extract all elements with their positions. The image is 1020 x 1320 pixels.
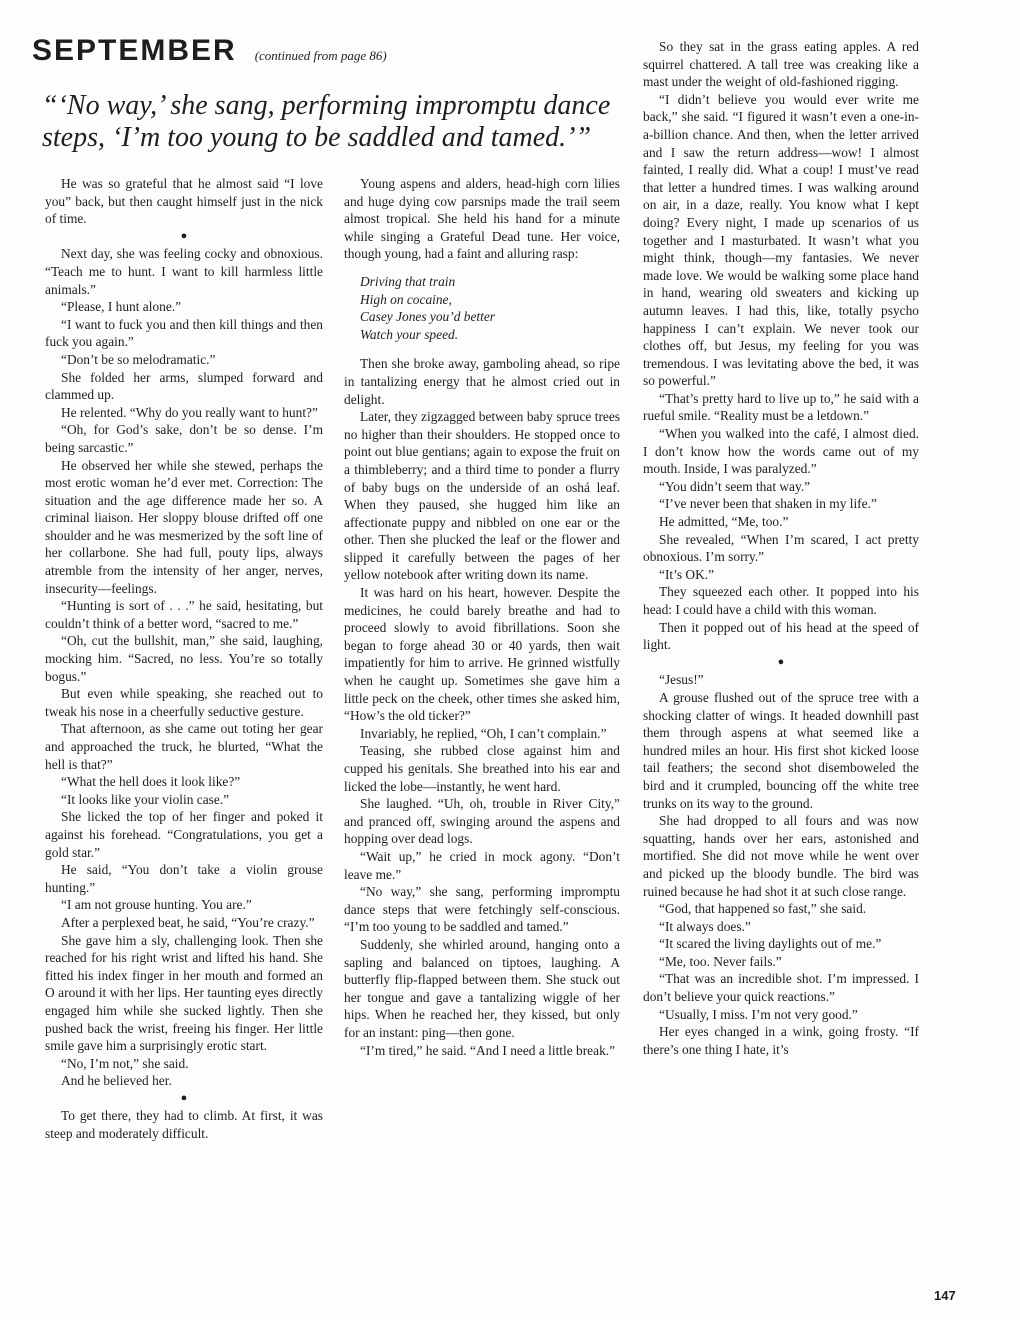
paragraph: He was so grateful that he almost said “I love you” back, but then caught himself just in the nick of time. bbox=[45, 176, 323, 227]
article-header bbox=[32, 34, 622, 68]
paragraph: “Oh, cut the bullshit, man,” she said, laughing, mocking him. “Sacred, no less. You’re so totally bogus.” bbox=[45, 633, 323, 684]
paragraph: “Hunting is sort of . . .” he said, hesitating, but couldn’t think of a better word, “sacred to me.” bbox=[45, 598, 323, 631]
paragraph: He admitted, “Me, too.” bbox=[659, 514, 789, 530]
paragraph: “You didn’t seem that way.” bbox=[659, 478, 811, 494]
paragraph: Then she broke away, gamboling ahead, so ripe in tantalizing energy that he almost cried out in delight. bbox=[344, 356, 620, 407]
paragraph: She folded her arms, slumped forward and clammed up. bbox=[45, 369, 323, 403]
paragraph: “Oh, for God’s sake, don’t be so dense. I’m being sarcastic.” bbox=[45, 422, 323, 455]
column-2-top bbox=[344, 175, 620, 263]
paragraph: So they sat in the grass eating apples. A red squirrel chattered. A tall tree was creaking like a mast under the weight of old-fashioned rigging. bbox=[643, 39, 919, 90]
paragraph: “God, that happened so fast,” she said. bbox=[659, 901, 867, 917]
lyric-line: High on cocaine, bbox=[360, 291, 452, 307]
section-break-bullet: ● bbox=[180, 1091, 188, 1104]
paragraph: Invariably, he replied, “Oh, I can’t complain.” bbox=[360, 725, 607, 741]
paragraph: Then it popped out of his head at the speed of light. bbox=[643, 619, 919, 653]
paragraph: Her eyes changed in a wink, going frosty. “If there’s one thing I hate, it’s bbox=[643, 1024, 919, 1057]
paragraph: “Me, too. Never fails.” bbox=[659, 953, 782, 969]
paragraph: “Don’t be so melodramatic.” bbox=[61, 351, 216, 367]
paragraph: “Wait up,” he cried in mock agony. “Don’t leave me.” bbox=[344, 848, 620, 882]
column-1 bbox=[45, 175, 323, 1143]
paragraph: “No way,” she sang, performing impromptu dance steps that were fetchingly self-conscious. “I’m too young to be saddled and tamed.” bbox=[344, 884, 620, 935]
continued-note: (continued from page 86) bbox=[254, 48, 387, 63]
paragraph: “Jesus!” bbox=[659, 672, 704, 688]
paragraph: “When you walked into the café, I almost died. I don’t know how the words came out of my mouth. Inside, I was paralyzed.” bbox=[643, 426, 919, 477]
paragraph: “It always does.” bbox=[659, 918, 751, 934]
paragraph: He observed her while she stewed, perhaps the most erotic woman he’d ever met. Correction: The situation and the age difference made her so. A criminal liaison. Her sloppy blouse drifted off one shoulder and he was mesmerized by the soft line of her collarbone. She had full, pouty lips, always atremble from the intensity of her anger, nerves, insecurity—feelings. bbox=[45, 457, 323, 596]
song-lyrics bbox=[360, 273, 620, 343]
paragraph: And he believed her. bbox=[61, 1073, 172, 1089]
paragraph: “That was an incredible shot. I’m impressed. I don’t believe your quick reactions.” bbox=[643, 971, 919, 1005]
paragraph: “I want to fuck you and then kill things and then fuck you again.” bbox=[45, 316, 323, 350]
paragraph: It was hard on his heart, however. Despite the medicines, he could barely breathe and had to proceed slowly to avoid fibrillations. Soon she began to forge ahead 30 or 40 yards, then wait impatiently for him to arrive. He grinned wistfully when he caught up. Sometimes she gave him a little peck on the cheek, other times she asked him, “How’s the old ticker?” bbox=[344, 585, 620, 724]
paragraph: “What the hell does it look like?” bbox=[61, 774, 241, 790]
lyric-line: Watch your speed. bbox=[360, 326, 459, 342]
paragraph: A grouse flushed out of the spruce tree with a shocking clatter of wings. It headed downhill past them through aspens at what seemed like a hundred miles an hour. His first shot kicked loose tail feathers; the second shot disemboweled the bird and it crumpled, bouncing off the white tree trunks on its way to the ground. bbox=[643, 689, 919, 811]
paragraph: She laughed. “Uh, oh, trouble in River City,” and pranced off, swinging around the aspens and hopping over dead logs. bbox=[344, 796, 620, 847]
paragraph: That afternoon, as she came out toting her gear and approached the truck, he blurted, “What the hell is that?” bbox=[45, 721, 323, 772]
paragraph: But even while speaking, she reached out to tweak his nose in a cheerfully seductive gesture. bbox=[45, 686, 323, 719]
section-break-bullet: ● bbox=[180, 229, 188, 242]
paragraph: He relented. “Why do you really want to hunt?” bbox=[61, 404, 318, 420]
paragraph: “I’ve never been that shaken in my life.” bbox=[659, 496, 877, 512]
paragraph: He said, “You don’t take a violin grouse hunting.” bbox=[45, 862, 323, 895]
page-number: 147 bbox=[934, 1288, 956, 1303]
column-2-bottom bbox=[344, 355, 620, 1059]
lyric-line: Driving that train bbox=[360, 273, 456, 289]
paragraph: “It looks like your violin case.” bbox=[61, 791, 230, 807]
paragraph: She gave him a sly, challenging look. Then she reached for his right wrist and lifted his hand. She fitted his index finger in her mouth and formed an O around it with her lips. Her taunting eyes directly engaged him while she sucked lightly. Then she pushed back the wrist, freeing his finger. Her little smile gave him a surprisingly erotic start. bbox=[45, 932, 323, 1054]
column-3 bbox=[643, 38, 919, 1058]
paragraph: Next day, she was feeling cocky and obnoxious. “Teach me to hunt. I want to kill harmless little animals.” bbox=[45, 246, 323, 297]
paragraph: Later, they zigzagged between baby spruce trees no higher than their shoulders. He stopped once to point out blue gentians; again to expose the fruit on a thimbleberry; and a third time to ponder a flurry of baby bugs on the underside of an oshá leaf. When they paused, she hugged him like an affectionate puppy and nibbled on one ear or the other. Then she plucked the leaf or the flower and slipped it carefully between the pages of her yellow notebook after writing down its name. bbox=[344, 409, 620, 583]
column-2 bbox=[344, 175, 620, 1059]
paragraph: “It’s OK.” bbox=[659, 566, 715, 582]
paragraph: To get there, they had to climb. At first, it was steep and moderately difficult. bbox=[45, 1108, 323, 1142]
section-kicker: SEPTEMBER bbox=[32, 34, 237, 67]
paragraph: Suddenly, she whirled around, hanging onto a sapling and balanced on tiptoes, laughing. A butterfly flip-flapped between them. She stuck out her tongue and gave a tantalizing wiggle of her hips. When he reached her, they kissed, but only for an instant: ping—then gone. bbox=[344, 936, 620, 1040]
paragraph: “I didn’t believe you would ever write me back,” she said. “I figured it wasn’t even a one-in-a-billion chance. And then, when the letter arrived and I saw the return address—wow! I almost fainted, I really did. What a coup! I must’ve read that letter a hundred times. I was walking around on air, in a daze, really. You know what I kept doing? Every night, I made up scenarios of us together and I masturbated. It wasn’t what you might think, though—my fantasies. We never made love. We would be walking some place hand in hand, wearing old sweaters and kicking up autumn leaves. I had this, like, totally psycho happiness I can’t explain. We never took our clothes off, but Jesus, my feeling for you was tremendous. I was levitating above the bed, it was so powerful.” bbox=[643, 91, 919, 389]
paragraph: After a perplexed beat, he said, “You’re crazy.” bbox=[61, 914, 315, 930]
paragraph: “Usually, I miss. I’m not very good.” bbox=[659, 1006, 858, 1022]
paragraph: She had dropped to all fours and was now squatting, hands over her ears, astonished and mortified. She did not move while he went over and picked up the bloody bundle. The bird was ruined because he had shot it at such close range. bbox=[643, 813, 919, 899]
paragraph: Young aspens and alders, head-high corn lilies and huge dying cow parsnips made the trail seem almost tropical. She held his hand for a minute while singing a Grateful Dead tune. Her voice, though young, had a faint and alluring rasp: bbox=[344, 176, 620, 262]
paragraph: “Please, I hunt alone.” bbox=[61, 299, 182, 315]
pull-quote: “‘No way,’ she sang, performing impromptu dance steps, ‘I’m too young to be saddled and tamed.’” bbox=[42, 90, 611, 153]
paragraph: They squeezed each other. It popped into his head: I could have a child with this woman. bbox=[643, 584, 919, 617]
paragraph: She licked the top of her finger and poked it against his forehead. “Congratulations, you get a gold star.” bbox=[45, 809, 323, 860]
lyric-line: Casey Jones you’d better bbox=[360, 309, 495, 325]
paragraph: She revealed, “When I’m scared, I act pretty obnoxious. I’m sorry.” bbox=[643, 531, 919, 565]
paragraph: “That’s pretty hard to live up to,” he said with a rueful smile. “Reality must be a letdown.” bbox=[643, 390, 919, 424]
paragraph: “No, I’m not,” she said. bbox=[61, 1055, 189, 1071]
section-break-bullet: ● bbox=[777, 655, 785, 668]
paragraph: Teasing, she rubbed close against him and cupped his genitals. She breathed into his ear and licked the lobe—instantly, he went hard. bbox=[344, 743, 620, 794]
paragraph: “I’m tired,” he said. “And I need a little break.” bbox=[360, 1042, 616, 1058]
paragraph: “It scared the living daylights out of me.” bbox=[659, 936, 882, 952]
paragraph: “I am not grouse hunting. You are.” bbox=[61, 897, 252, 913]
